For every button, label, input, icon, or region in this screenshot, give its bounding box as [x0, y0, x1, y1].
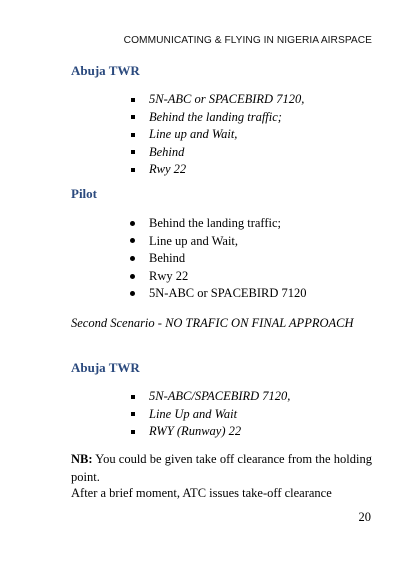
list-item: 5N-ABC or SPACEBIRD 7120: [130, 285, 307, 303]
section-heading-abuja-twr-2: Abuja TWR: [71, 360, 140, 375]
pilot-readback-list: [130, 215, 307, 303]
note-text: You could be given take off clearance from the holding point.: [71, 452, 372, 484]
list-item: RWY (Runway) 22: [130, 423, 290, 441]
note-label: NB:: [71, 452, 93, 466]
section-heading-pilot: Pilot: [71, 186, 97, 201]
list-item: Behind the landing traffic;: [130, 215, 307, 233]
list-item: Behind: [130, 250, 307, 268]
section-heading-abuja-twr: Abuja TWR: [71, 63, 140, 78]
closing-paragraph: After a brief moment, ATC issues take-off clearance: [71, 486, 332, 500]
list-item: 5N-ABC/SPACEBIRD 7120,: [130, 388, 290, 406]
list-item: Line up and Wait,: [130, 126, 304, 144]
list-item: Rwy 22: [130, 268, 307, 286]
list-item: Line Up and Wait: [130, 406, 290, 424]
list-item: Rwy 22: [130, 161, 304, 179]
list-item: Behind the landing traffic;: [130, 109, 304, 127]
list-item: Line up and Wait,: [130, 233, 307, 251]
note-paragraph: [71, 451, 372, 486]
page-number: 20: [358, 510, 371, 524]
list-item: 5N-ABC or SPACEBIRD 7120,: [130, 91, 304, 109]
running-header: COMMUNICATING & FLYING IN NIGERIA AIRSPACE: [123, 35, 372, 46]
abuja-twr-phrase-list-2: [130, 388, 290, 441]
scenario-caption: Second Scenario - NO TRAFIC ON FINAL APPROACH: [71, 316, 354, 330]
abuja-twr-phrase-list: [130, 91, 304, 179]
list-item: Behind: [130, 144, 304, 162]
